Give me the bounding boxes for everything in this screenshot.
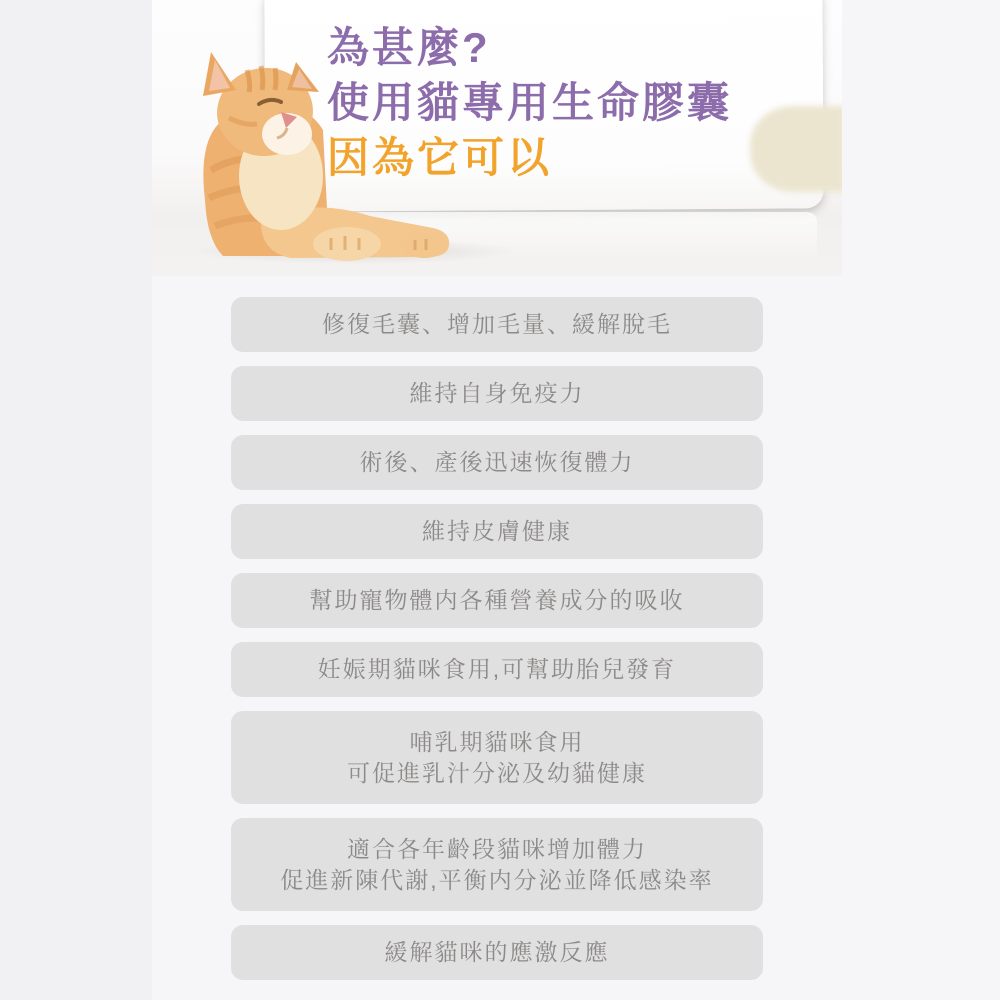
background-object [750, 106, 842, 192]
benefit-item-3 [231, 435, 763, 490]
benefit-item-7 [231, 711, 763, 804]
benefit-text: 維持皮膚健康 [422, 518, 572, 544]
benefits-list [231, 297, 763, 994]
benefit-text: 術後、產後迅速恢復體力 [359, 449, 635, 475]
benefit-item-2 [231, 366, 763, 421]
benefit-text: 妊娠期貓咪食用,可幫助胎兒發育 [317, 656, 677, 682]
benefit-item-9 [231, 925, 763, 980]
benefit-text: 促進新陳代謝,平衡内分泌並降低感染率 [280, 866, 714, 893]
benefit-text: 可促進乳汁分泌及幼貓健康 [347, 759, 647, 786]
benefit-text: 維持自身免疫力 [409, 380, 585, 406]
benefit-item-1 [231, 297, 763, 352]
benefit-item-8 [231, 818, 763, 911]
benefit-text: 緩解貓咪的應激反應 [384, 939, 610, 965]
benefit-item-6 [231, 642, 763, 697]
benefit-text: 哺乳期貓咪食用 [409, 728, 585, 755]
headline [327, 20, 732, 185]
headline-line-1: 為甚麼? [327, 24, 491, 71]
benefit-text: 幫助寵物體内各種營養成分的吸收 [309, 587, 685, 613]
benefit-text: 修復毛囊、增加毛量、緩解脫毛 [322, 311, 672, 337]
left-margin-band [0, 0, 152, 1000]
headline-line-2: 使用貓專用生命膠囊 [327, 79, 733, 126]
headline-line-3: 因為它可以 [327, 134, 553, 181]
benefit-item-5 [231, 573, 763, 628]
benefit-text: 適合各年齡段貓咪增加體力 [347, 835, 647, 862]
benefit-item-4 [231, 504, 763, 559]
